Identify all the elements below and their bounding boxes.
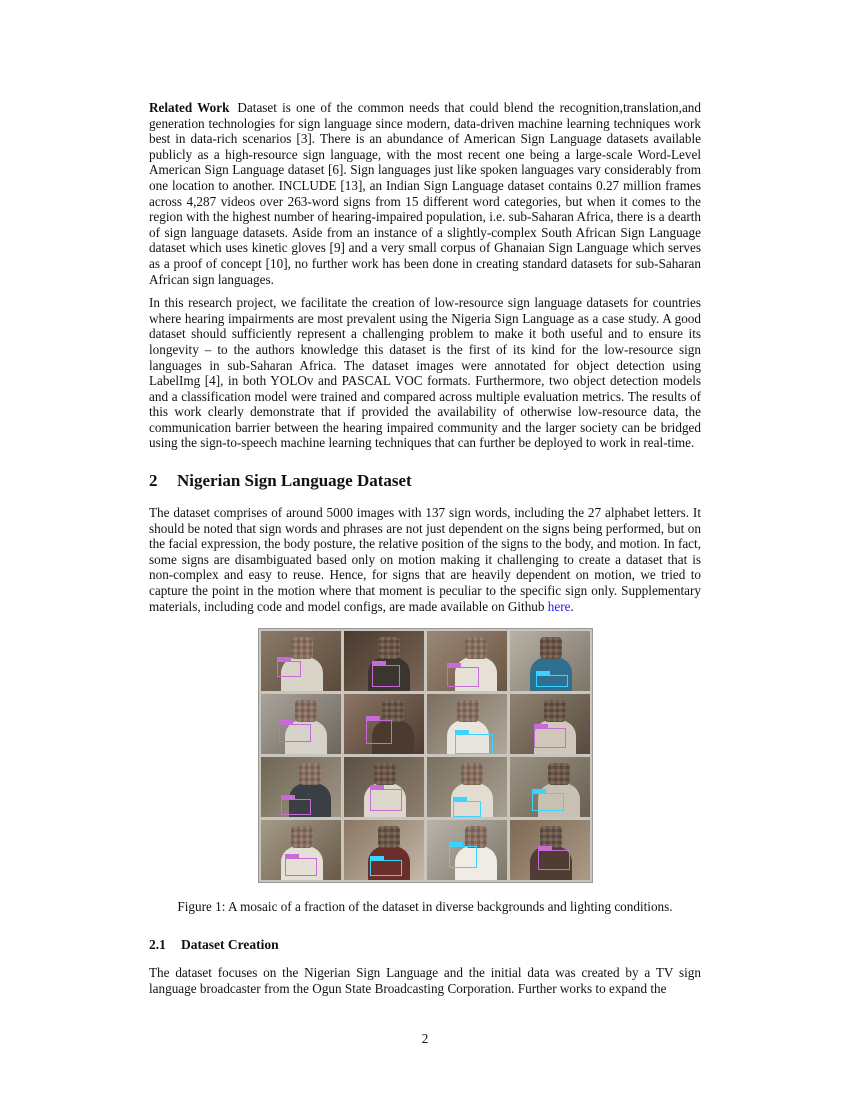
mosaic-tile: [427, 757, 507, 817]
annotation-label: [449, 842, 463, 847]
annotation-box: [536, 675, 568, 687]
blurred-face: [465, 637, 487, 659]
dataset-mosaic-image: [258, 628, 593, 883]
annotation-label: [538, 846, 552, 851]
blurred-face: [540, 826, 562, 848]
annotation-box: [372, 665, 400, 687]
blurred-face: [295, 700, 317, 722]
annotation-label: [277, 657, 291, 662]
annotation-label: [370, 856, 384, 861]
annotation-label: [447, 663, 461, 668]
annotation-box: [279, 724, 311, 742]
blurred-face: [291, 826, 313, 848]
page-content: [149, 100, 701, 1004]
intro-paragraph: In this research project, we facilitate the creation of low-resource sign language datasets for countries where hearing impairments are most prevalent using the Nigeria Sign Language as a case study. A good dataset should sufficiently represent a challenging problem to make it both useful and to ensure its longevity – to the authors knowledge this dataset is the first of its kind for the low-resource sign languages in sub-Saharan Africa. The dataset images were annotated for object detection using LabelImg [4], in both YOLOv and PASCAL VOC formats. Furthermore, two object detection models and a classification model were trained and compared across multiple evaluation metrics. The results of this work clearly demonstrate that if provided the availability of otherwise low-resource data, the communication barrier between the hearing impaired community and the larger society can be bridged using the sign-to-speech machine learning techniques that can further be deployed to work in real-time.: [149, 295, 701, 451]
mosaic-tile: [261, 694, 341, 754]
blurred-face: [548, 763, 570, 785]
github-link[interactable]: here: [547, 598, 571, 614]
blurred-face: [378, 637, 400, 659]
figure-1-caption: Figure 1: A mosaic of a fraction of the dataset in diverse backgrounds and lighting conditions.: [177, 899, 673, 915]
section-2-1-number: 2.1: [149, 937, 166, 953]
mosaic-tile: [344, 631, 424, 691]
annotation-label: [370, 785, 384, 790]
related-work-heading: Related Work: [149, 100, 230, 115]
annotation-box: [538, 850, 570, 870]
blurred-face: [461, 763, 483, 785]
section-2-paragraph: [149, 505, 701, 614]
annotation-box: [285, 858, 317, 876]
section-2-text: The dataset comprises of around 5000 images with 137 sign words, including the 27 alphabet letters. It should be noted that sign words and phrases are not just dependent on the signs being performed, but on the facial expression, the body posture, the relative position of the signs to the body, and motion. In fact, some signs are disambiguated based only on motion making it challenging to create a dataset that is non-complex and easy to reuse. Hence, for signs that are heavily dependent on motion, we tried to capture the point in the motion where that moment is peculiar to the specific sign only. Supplementary materials, including code and model configs, are made available on Github: [149, 505, 701, 614]
annotation-label: [279, 720, 293, 725]
blurred-face: [465, 826, 487, 848]
mosaic-tile: [344, 757, 424, 817]
mosaic-tile: [261, 631, 341, 691]
figure-1: [149, 628, 701, 915]
annotation-label: [455, 730, 469, 735]
annotation-box: [370, 860, 402, 876]
annotation-box: [455, 734, 493, 754]
blurred-face: [457, 700, 479, 722]
mosaic-tile: [344, 694, 424, 754]
blurred-face: [378, 826, 400, 848]
section-2-title: Nigerian Sign Language Dataset: [177, 471, 412, 491]
annotation-label: [285, 854, 299, 859]
blurred-face: [540, 637, 562, 659]
mosaic-tile: [510, 757, 590, 817]
related-work-paragraph: [149, 100, 701, 287]
annotation-label: [372, 661, 386, 666]
annotation-box: [370, 789, 402, 811]
mosaic-tile: [510, 820, 590, 880]
annotation-box: [277, 661, 301, 677]
section-2-text-end: .: [570, 598, 574, 614]
mosaic-tile: [510, 631, 590, 691]
annotation-box: [281, 799, 311, 815]
annotation-label: [366, 716, 380, 721]
annotation-box: [449, 846, 477, 868]
blurred-face: [374, 763, 396, 785]
blurred-face: [382, 700, 404, 722]
page-number: 2: [421, 1031, 429, 1046]
mosaic-tile: [427, 694, 507, 754]
annotation-label: [536, 671, 550, 676]
annotation-label: [532, 789, 546, 794]
section-2-heading: [149, 471, 701, 491]
mosaic-tile: [510, 694, 590, 754]
section-2-number: 2: [149, 471, 158, 491]
section-2-1-paragraph: The dataset focuses on the Nigerian Sign Language and the initial data was created by a TV sign language broadcaster from the Ogun State Broadcasting Corporation. Further works to expand the: [149, 965, 701, 996]
annotation-label: [534, 724, 548, 729]
annotation-box: [453, 801, 481, 817]
section-2-1-title: Dataset Creation: [181, 937, 279, 953]
mosaic-tile: [261, 820, 341, 880]
mosaic-tile: [427, 631, 507, 691]
mosaic-tile: [261, 757, 341, 817]
related-work-text: Dataset is one of the common needs that could blend the recognition,translation,and generation technologies for sign language since modern, data-driven machine learning techniques work best in data-rich scenarios [3]. There is an abundance of American Sign Language datasets available publicly as a high-resource sign language, with the most recent one being a large-scale Word-Level American Sign Language dataset [6]. Sign languages just like spoken languages vary considerably from one location to another. INCLUDE [13], an Indian Sign Language dataset contains 0.27 million frames across 4,287 videos over 263-word signs from 15 different word categories, but when it comes to the region with the highest number of hearing-impaired population, i.e. sub-Saharan Africa, there is a dearth of sign language datasets. Aside from an instance of a slightly-complex South African Sign Language dataset which uses kinetic gloves [9] and a very small corpus of Ghanaian Sign Language which serves as a proof of concept [10], no further work has been done in creating standard datasets for sub-Saharan African sign languages.: [149, 100, 701, 287]
mosaic-tile: [427, 820, 507, 880]
mosaic-tile: [344, 820, 424, 880]
annotation-box: [366, 720, 392, 744]
annotation-label: [453, 797, 467, 802]
annotation-box: [447, 667, 479, 687]
blurred-face: [291, 637, 313, 659]
section-2-1-heading: [149, 937, 701, 953]
annotation-box: [534, 728, 566, 748]
annotation-box: [532, 793, 564, 811]
blurred-face: [544, 700, 566, 722]
annotation-label: [281, 795, 295, 800]
blurred-face: [299, 763, 321, 785]
